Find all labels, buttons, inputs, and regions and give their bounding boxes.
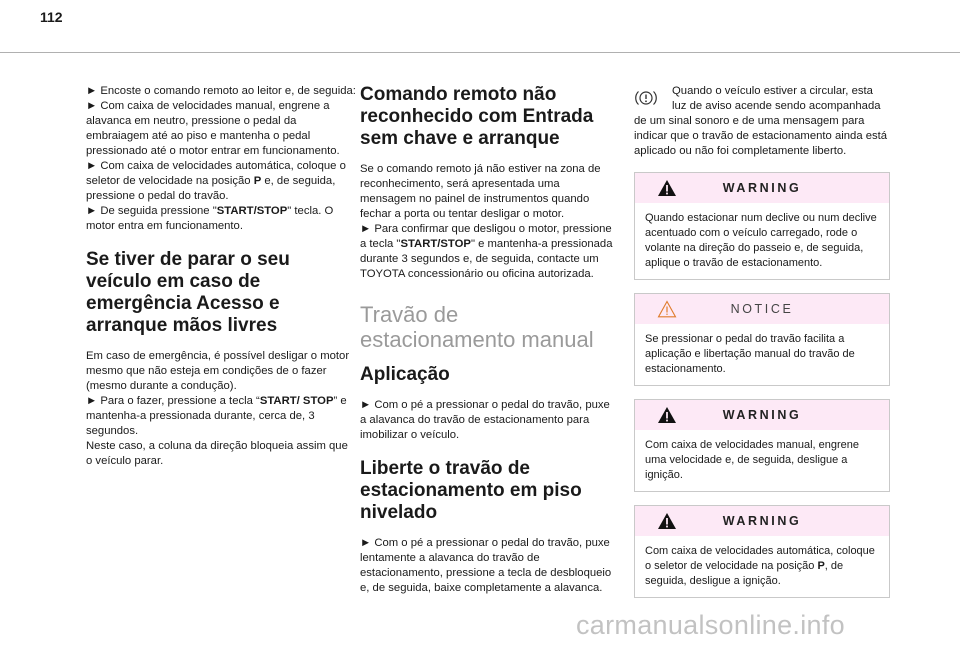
heading-application: Aplicação bbox=[360, 364, 450, 385]
notice-label: NOTICE bbox=[730, 302, 794, 316]
column-3 bbox=[634, 84, 890, 598]
notice-text: Se pressionar o pedal do travão facilita a aplicação e libertação manual do travão de estacionamento. bbox=[645, 333, 855, 375]
warning-box-automatic bbox=[634, 505, 890, 598]
warning-label: WARNING bbox=[722, 514, 802, 528]
warning-light-para: Quando o veículo estiver a circular, esta luz de aviso acende sendo acompanhada de um sinal sonoro e de uma mensagem para indicar que o travão de estacionamento ainda está aplicado ou não foi completamente liberto. bbox=[634, 85, 888, 157]
remote-para: Se o comando remoto já não estiver na zona de reconhecimento, será apresentada uma mensagem no painel de instrumentos quando fechar a porta ou tentar desligar o motor. bbox=[360, 163, 601, 220]
warning-triangle-icon bbox=[657, 406, 677, 424]
section-title-parking-brake: Travão de estacionamento manual bbox=[360, 302, 594, 352]
step-manual: ► Com caixa de velocidades manual, engrene a alavanca em neutro, pressione o pedal da embraiagem até ao piso e mantenha o pedal pressionado até o motor entrar em funcionamento. bbox=[86, 100, 340, 157]
column-2 bbox=[360, 84, 616, 596]
application-step: ► Com o pé a pressionar o pedal do travão, puxe a alavanca do travão de estacionamento para imobilizar o veículo. bbox=[360, 399, 610, 441]
remote-step: ► Para confirmar que desligou o motor, pressione a tecla "START/STOP" e mantenha-a pressionada durante 3 segundos e, de seguida, contacte um TOYOTA concessionário ou oficina autorizada. bbox=[360, 223, 613, 280]
watermark: carmanualsonline.info bbox=[576, 610, 845, 640]
heading-release: Liberte o travão de estacionamento em piso nivelado bbox=[360, 458, 582, 523]
warning-box-header bbox=[635, 400, 889, 430]
warning-label: WARNING bbox=[722, 408, 802, 422]
emergency-step: ► Para o fazer, pressione a tecla “START/ STOP” e mantenha-a pressionada durante, cerca de, 3 segundos. bbox=[86, 395, 347, 437]
notice-box-brake bbox=[634, 293, 890, 386]
step-approach: ► Encoste o comando remoto ao leitor e, de seguida: bbox=[86, 85, 356, 97]
header-rule bbox=[0, 52, 960, 53]
heading-emergency: Se tiver de parar o seu veículo em caso de emergência Acesso e arranque mãos livres bbox=[86, 249, 290, 336]
warning-label: WARNING bbox=[722, 181, 802, 195]
parking-brake-warning-icon bbox=[634, 88, 658, 108]
warning-box-header bbox=[635, 173, 889, 203]
warning-box-header bbox=[635, 506, 889, 536]
warning-triangle-icon bbox=[657, 179, 677, 197]
emergency-para: Em caso de emergência, é possível desligar o motor mesmo que não esteja em condições de o fazer (mesmo durante a condução). bbox=[86, 350, 350, 392]
emergency-note: Neste caso, a coluna da direção bloqueia assim que o veículo parar. bbox=[86, 440, 348, 467]
step-start-stop: ► De seguida pressione "START/STOP" tecla. O motor entra em funcionamento. bbox=[86, 205, 334, 232]
release-step: ► Com o pé a pressionar o pedal do travão, puxe lentamente a alavanca do travão de estacionamento, pressione a tecla de desbloqueio e, de seguida, baixe completamente a alavanca. bbox=[360, 537, 612, 594]
column-1 bbox=[86, 84, 356, 469]
heading-remote-not-recognized: Comando remoto não reconhecido com Entrada sem chave e arranque bbox=[360, 84, 594, 149]
step-automatic: ► Com caixa de velocidades automática, coloque o seletor de velocidade na posição P e, de seguida, pressione o pedal do travão. bbox=[86, 160, 346, 202]
warning-triangle-icon bbox=[657, 512, 677, 530]
warning-text: Com caixa de velocidades automática, coloque o seletor de velocidade na posição P, de seguida, desligue a ignição. bbox=[645, 545, 875, 587]
warning-text: Com caixa de velocidades manual, engrene uma velocidade e, de seguida, desligue a ignição. bbox=[645, 439, 860, 481]
warning-box-slope bbox=[634, 172, 890, 280]
warning-box-manual bbox=[634, 399, 890, 492]
notice-box-header bbox=[635, 294, 889, 324]
notice-triangle-icon bbox=[657, 300, 677, 318]
page-number: 112 bbox=[40, 9, 63, 25]
warning-text: Quando estacionar num declive ou num declive acentuado com o veículo carregado, rode o volante na direção do passeio e, de seguida, aplique o travão de estacionamento. bbox=[645, 212, 877, 269]
